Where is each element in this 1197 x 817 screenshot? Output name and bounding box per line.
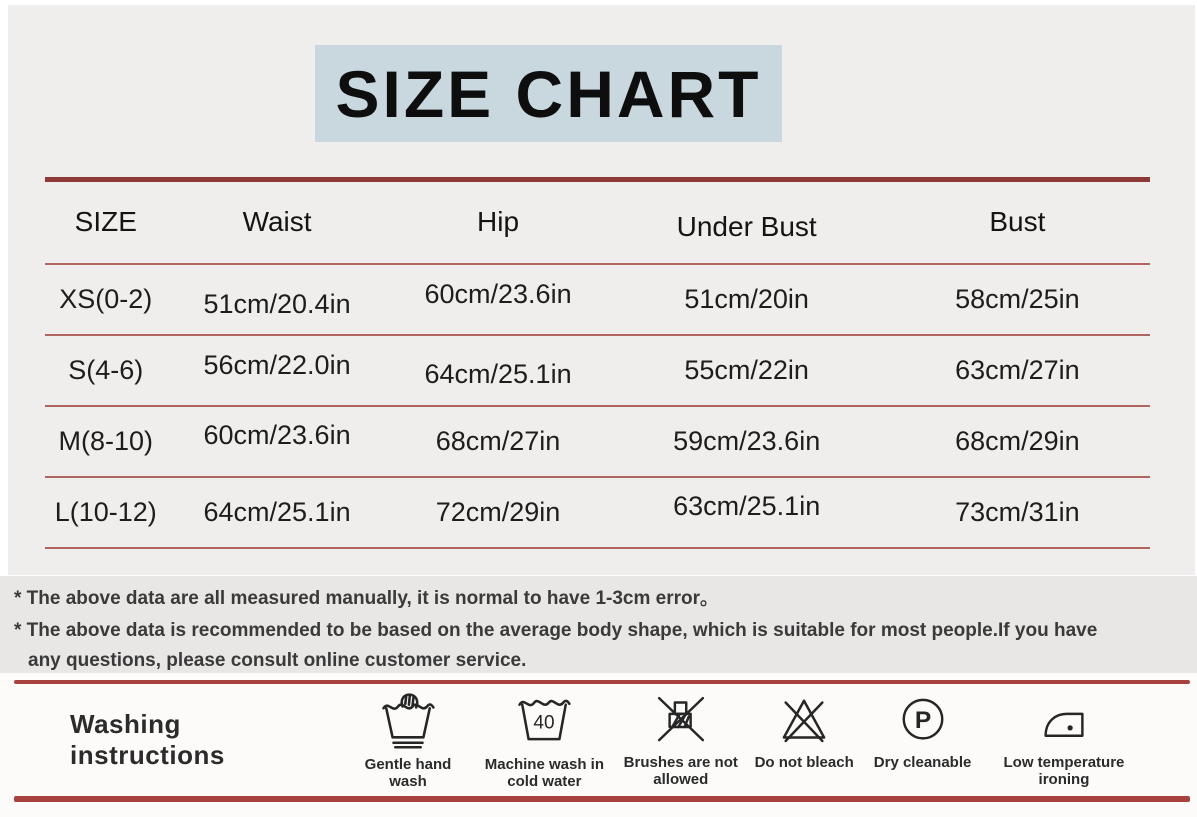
cell-waist: 51cm/20.4in	[203, 288, 351, 319]
care-item-label: Do not bleach	[754, 754, 854, 771]
table-row-xs	[45, 264, 1150, 335]
care-item-low-iron	[989, 690, 1139, 788]
column-header-under-bust: Under Bust	[676, 211, 817, 243]
cell-bust: 68cm/29in	[955, 425, 1080, 456]
dry-clean-icon	[895, 690, 951, 750]
cell-hip: 64cm/25.1in	[424, 358, 572, 389]
washing-heading: Washing instructions	[70, 709, 225, 770]
machine-wash-40-icon	[515, 690, 573, 752]
care-item-machine-wash	[479, 690, 609, 790]
cell-under-bust: 59cm/23.6in	[673, 425, 821, 456]
washing-items	[348, 690, 1139, 790]
cell-hip: 60cm/23.6in	[424, 278, 572, 309]
care-item-label: Brushes are not allowed	[623, 754, 738, 788]
care-item-label: Machine wash in cold water	[484, 756, 604, 790]
page-title: SIZE CHART	[335, 56, 762, 131]
svg-text:P: P	[914, 706, 931, 734]
cell-hip: 68cm/27in	[435, 425, 561, 456]
care-item-dry-clean	[868, 690, 978, 771]
title-banner	[315, 45, 782, 142]
care-item-hand-wash	[348, 690, 468, 790]
washing-row	[0, 687, 1197, 793]
cell-waist: 56cm/22.0in	[203, 349, 351, 380]
note-measurement-error: * The above data are all measured manually, it is normal to have 1-3cm error。	[14, 588, 720, 609]
table-row-l	[45, 477, 1150, 548]
cell-size: L(10-12)	[54, 496, 157, 527]
svg-text:40: 40	[533, 712, 555, 734]
section-divider-bottom	[14, 796, 1190, 802]
column-header-hip: Hip	[477, 206, 520, 238]
cell-size: S(4-6)	[68, 354, 144, 385]
cell-waist: 64cm/25.1in	[203, 496, 351, 527]
section-divider-top	[14, 680, 1190, 684]
notes-section	[0, 576, 1197, 673]
table-row-m	[45, 406, 1150, 477]
column-header-size: SIZE	[74, 206, 137, 238]
cell-bust: 63cm/27in	[955, 354, 1080, 385]
column-header-waist: Waist	[242, 206, 312, 238]
cell-bust: 58cm/25in	[955, 283, 1080, 314]
note-body-shape: * The above data is recommended to be based on the average body shape, which is suitable for most people.If you have any questions, please consult online customer service.	[14, 620, 1098, 671]
size-table	[45, 177, 1150, 549]
cell-under-bust: 55cm/22in	[684, 354, 809, 385]
care-item-label: Gentle hand wash	[364, 756, 452, 790]
washing-section	[0, 673, 1197, 817]
column-header-bust: Bust	[989, 206, 1046, 238]
cell-under-bust: 63cm/25.1in	[673, 490, 821, 521]
care-item-label: Low temperature ironing	[1003, 754, 1125, 788]
no-brush-icon	[653, 690, 709, 750]
chart-panel	[8, 5, 1195, 575]
table-row-s	[45, 335, 1150, 406]
care-item-no-brush	[621, 690, 741, 788]
size-table-header	[45, 180, 1150, 264]
hand-wash-icon	[379, 690, 437, 752]
header-row	[45, 180, 1150, 264]
size-table-body	[45, 264, 1150, 548]
do-not-bleach-icon	[776, 690, 832, 750]
care-item-do-not-bleach	[752, 690, 856, 771]
cell-size: M(8-10)	[58, 425, 154, 456]
cell-under-bust: 51cm/20in	[684, 283, 809, 314]
low-iron-icon	[1036, 690, 1092, 750]
cell-size: XS(0-2)	[59, 283, 153, 314]
cell-waist: 60cm/23.6in	[203, 419, 351, 450]
cell-bust: 73cm/31in	[955, 496, 1080, 527]
care-item-label: Dry cleanable	[873, 754, 972, 771]
cell-hip: 72cm/29in	[435, 496, 561, 527]
